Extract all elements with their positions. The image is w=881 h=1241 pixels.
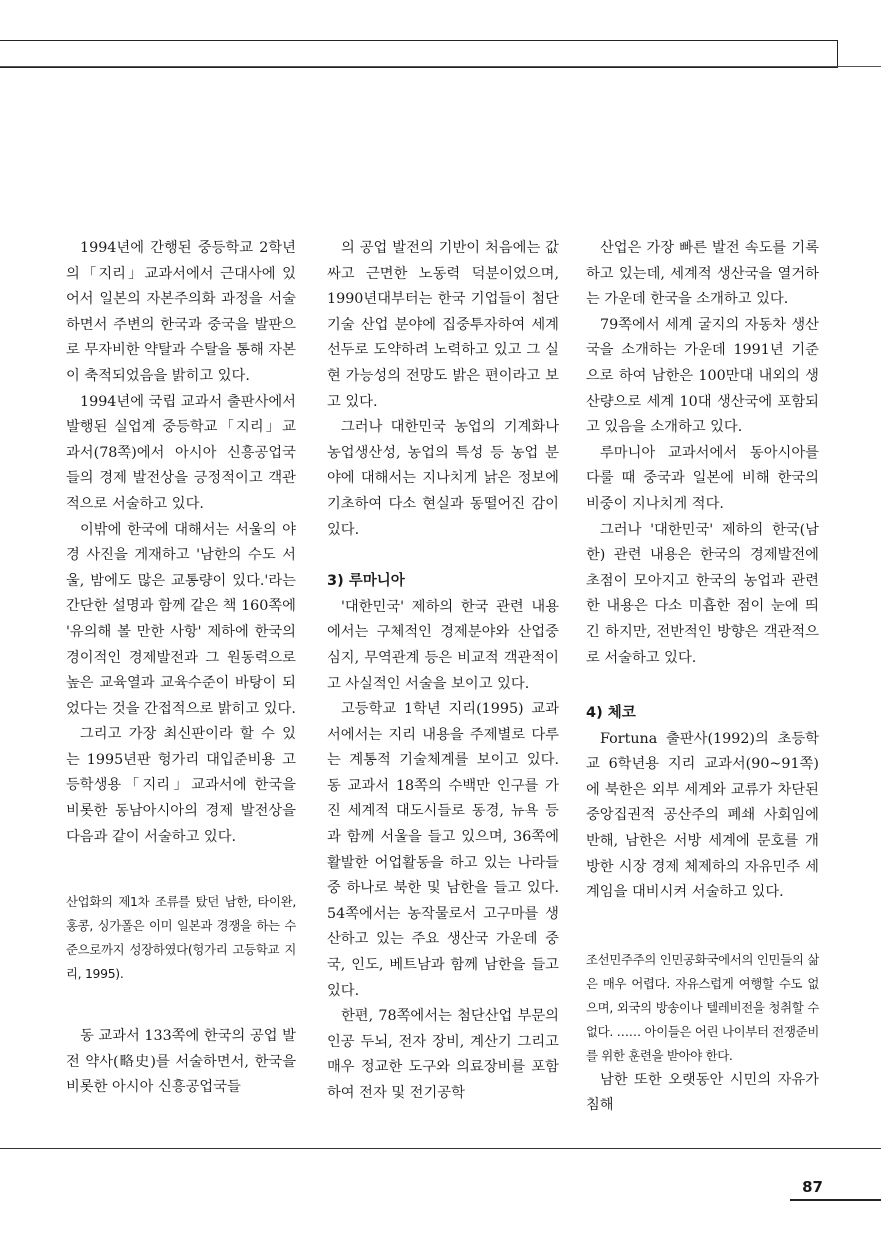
section-heading: 3) 루마니아 bbox=[327, 573, 405, 590]
paragraph: 한편, 78쪽에서는 첨단산업 부문의 인공 두뇌, 전자 장비, 계산기 그리고 매우 정교한 도구와 의료장비를 포함하여 전자 및 전기공학 bbox=[327, 1008, 559, 1101]
paragraph: 그리고 가장 최신판이라 할 수 있는 1995년판 헝가리 대입준비용 고등학생용「지리」교과서에 한국을 비롯한 동남아시아의 경제 발전상을 다음과 같이 서술하고 있다. bbox=[66, 726, 296, 845]
header-box bbox=[0, 40, 838, 68]
paragraph: 그러나 '대한민국' 제하의 한국(남한) 관련 내용은 한국의 경제발전에 초점이 모아지고 한국의 농업과 관련한 내용은 다소 미흡한 점이 눈에 띄긴 하지만, 전반적인 방향은 객관적으로 서술하고 있다. bbox=[586, 521, 819, 666]
quote-caption: 조선민주주의 인민공화국에서의 인민들의 삶은 매우 어렵다. 자유스럽게 여행할 수도 없으며, 외국의 방송이나 텔레비전을 청취할 수 없다. …… 아이들은 어린 나이부터 전쟁준비를 위한 훈련을 받아야 한다. bbox=[586, 951, 819, 1063]
quote-caption: 산업화의 제1차 조류를 탔던 남한, 타이완, 홍콩, 싱가폴은 이미 일본과 경쟁을 하는 수준으로까지 성장하였다(헝가리 고등학교 지리, 1995). bbox=[66, 894, 296, 982]
paragraph: 동 교과서 133쪽에 한국의 공업 발전 약사(略史)를 서술하면서, 한국을 비롯한 아시아 신흥공업국들 bbox=[66, 1028, 296, 1096]
header-rule bbox=[0, 66, 881, 67]
footer-rule bbox=[0, 1148, 881, 1149]
paragraph: 남한 또한 오랫동안 시민의 자유가 침해 bbox=[586, 1071, 819, 1114]
paragraph: 산업은 가장 빠른 발전 속도를 기록하고 있는데, 세계적 생산국을 열거하는 가운데 한국을 소개하고 있다. bbox=[586, 240, 819, 308]
column-2 bbox=[327, 236, 559, 1107]
page-number-underline bbox=[790, 1199, 881, 1201]
paragraph: 루마니아 교과서에서 동아시아를 다룰 때 중국과 일본에 비해 한국의 비중이 지나치게 적다. bbox=[586, 444, 819, 512]
paragraph: '대한민국' 제하의 한국 관련 내용에서는 구체적인 경제분야와 산업중심지, 무역관계 등은 비교적 객관적이고 사실적인 서술을 보이고 있다. bbox=[327, 598, 559, 692]
paragraph: 그러나 대한민국 농업의 기계화나 농업생산성, 농업의 특성 등 농업 분야에 대해서는 지나치게 낡은 정보에 기초하여 다소 현실과 동떨어진 감이 있다. bbox=[327, 419, 559, 538]
paragraph: 이밖에 한국에 대해서는 서울의 야경 사진을 게재하고 '남한의 수도 서울, 밤에도 많은 교통량이 있다.'라는 간단한 설명과 함께 같은 책 160쪽에 '유의해 볼 만한 사항' 제하에 한국의 경이적인 경제발전과 그 원동력으로 높은 교육열과 교육수준이 바탕이 되었다는 것을 간접적으로 밝히고 있다. bbox=[66, 521, 296, 717]
paragraph: 1994년에 국립 교과서 출판사에서 발행된 실업계 중등학교「지리」교과서(78쪽)에서 아시아 신흥공업국들의 경제 발전상을 긍정적이고 객관적으로 서술하고 있다. bbox=[66, 393, 296, 512]
paragraph: 고등학교 1학년 지리(1995) 교과서에서는 지리 내용을 주제별로 다루는 계통적 기술체계를 보이고 있다. 동 교과서 18쪽의 수백만 인구를 가진 세계적 대도시들로 동경, 뉴욕 등과 함께 서울을 들고 있으며, 36쪽에 활발한 어업활동을 하고 있는 나라들 중 하나로 북한 및 남한을 들고 있다. 54쪽에서는 농작물로서 고구마를 생산하고 있는 주요 생산국 가운데 중국, 인도, 베트남과 함께 남한을 들고 있다. bbox=[327, 701, 559, 999]
paragraph: 79쪽에서 세계 굴지의 자동차 생산국을 소개하는 가운데 1991년 기준으로 하여 남한은 100만대 내외의 생산량으로 세계 10대 생산국에 포함되고 있음을 소개하고 있다. bbox=[586, 316, 819, 436]
page-number: 87 bbox=[802, 1178, 823, 1196]
column-1 bbox=[66, 236, 296, 1101]
section-heading: 4) 체코 bbox=[586, 705, 636, 722]
paragraph: 의 공업 발전의 기반이 처음에는 값싸고 근면한 노동력 덕분이었으며, 1990년대부터는 한국 기업들이 첨단기술 산업 분야에 집중투자하여 세계 선두로 도약하려 노력하고 있고 그 실현 가능성의 전망도 밝은 편이라고 보고 있다. bbox=[327, 240, 559, 410]
paragraph: 1994년에 간행된 중등학교 2학년의「지리」교과서에서 근대사에 있어서 일본의 자본주의화 과정을 서술하면서 주변의 한국과 중국을 발판으로 무자비한 약탈과 수탈을 통해 자본이 축적되었음을 밝히고 있다. bbox=[66, 240, 296, 384]
column-3 bbox=[586, 236, 819, 1119]
paragraph: Fortuna 출판사(1992)의 초등학교 6학년용 지리 교과서(90~91쪽)에 북한은 외부 세계와 교류가 차단된 중앙집권적 공산주의 폐쇄 사회임에 반해, 남한은 서방 세계에 문호를 개방한 시장 경제 체제하의 자유민주 세계임을 대비시켜 서술하고 있다. bbox=[586, 730, 819, 901]
